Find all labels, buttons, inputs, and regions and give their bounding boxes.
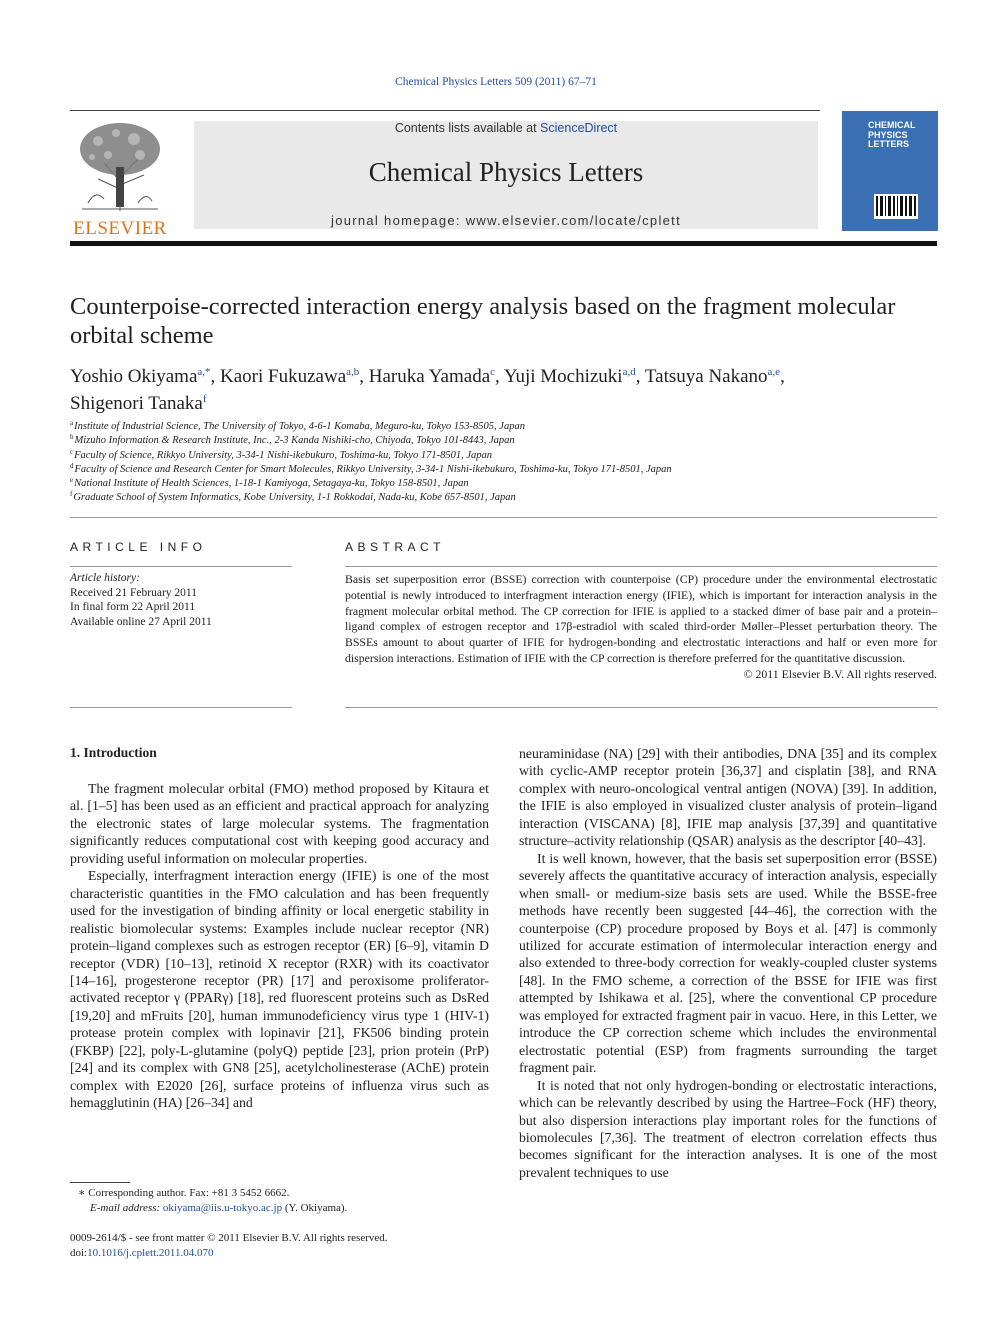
affiliation: $^b$Mizuho Information & Research Institute, Inc., 2-3 Kanda Nishiki-cho, Chiyoda, Tokyo 101-8443, Japan bbox=[70, 433, 515, 446]
received-date: Received 21 February 2011 bbox=[70, 586, 197, 599]
author[interactable]: Kaori Fukuzawa$^{a,b}$ bbox=[220, 366, 360, 387]
elsevier-logo[interactable] bbox=[68, 119, 172, 239]
affiliation: $^e$National Institute of Health Sciences, 1-18-1 Kamiyoga, Setagaya-ku, Tokyo 158-8501, Japan bbox=[70, 476, 469, 489]
journal-cover-image[interactable] bbox=[842, 111, 938, 231]
affiliation: $^c$Faculty of Science, Rikkyo University, 3-34-1 Nishi-ikebukuro, Toshima-ku, Tokyo 171-8501, Japan bbox=[70, 448, 492, 461]
author[interactable]: Shigenori Tanaka$^f$ bbox=[70, 393, 207, 414]
article-title: Counterpoise-corrected interaction energy analysis based on the fragment molecular orbital scheme bbox=[70, 293, 896, 349]
abstract-text: Basis set superposition error (BSSE) correction with counterpoise (CP) procedure under the environmental electrostatic potential is newly introduced to interfragment interaction energy (IFIE), which is important for interaction analysis in the fragment molecular orbital method. The CP correction for IFIE is applied to a stacked dimer of base pair and a protein–ligand complex of estrogen receptor and 17β-estradiol with scaled third-order Møller–Plesset perturbation theory. The BSSEs amount to about quarter of IFIE for hydrogen-bonding and electrostatic interactions and half or even more for dispersion interactions. Estimation of IFIE with the CP correction is therefore preferred for the quantitative discussion. bbox=[345, 572, 937, 665]
email-link[interactable]: okiyama@iis.u-tokyo.ac.jp bbox=[162, 1202, 283, 1214]
journal-title[interactable]: Chemical Physics Letters bbox=[368, 157, 644, 187]
elsevier-tree-icon bbox=[68, 119, 172, 215]
online-date: Available online 27 April 2011 bbox=[70, 615, 212, 628]
paragraph: Especially, interfragment interaction energy (IFIE) is one of the most characteristic quantities in the FMO calculation and has been frequently used for the investigation of binding affinity or local energetic stability in realistic biomolecular systems: Examples include nuclear receptor (NR) protein–ligand complexes such as estrogen receptor (ER) [6–9], vitamin D receptor (VDR) [10–13], retinoid X receptor (RXR) with its coactivator [14–16], progesterone receptor (PR) [17] and peroxisome proliferator-activated receptor γ (PPARγ) [18], red fluorescent proteins such as DsRed [19,20] and mFruits [20], human immunodeficiency virus type 1 (HIV-1) protease protein complex with lopinavir [21], FK506 binding protein (FKBP) [22], poly-L-glutamine (polyQ) peptide [23], prion protein (PrP) [24] and its complex with GN8 [25], acetylcholinesterase (AChE) protein complex with E2020 [26], surface proteins of influenza virus such as hemagglutinin (HA) [26–34] and bbox=[70, 868, 489, 1111]
email-note: E-mail address: okiyama@iis.u-tokyo.ac.jp (Y. Okiyama). bbox=[90, 1202, 348, 1214]
abstract bbox=[345, 572, 937, 683]
right-column bbox=[519, 745, 937, 1181]
cover-title: CHEMICAL PHYSICS LETTERS bbox=[868, 120, 916, 149]
history-label: Article history: bbox=[70, 572, 140, 584]
author[interactable]: Haruka Yamada$^c$ bbox=[368, 366, 496, 387]
article-info-rule bbox=[70, 566, 292, 567]
author[interactable]: Yoshio Okiyama$^{a,*}$ bbox=[70, 366, 211, 387]
author[interactable]: Yuji Mochizuki$^{a,d}$ bbox=[503, 366, 636, 387]
journal-masthead bbox=[194, 121, 818, 229]
doi-link[interactable]: 10.1016/j.cplett.2011.04.070 bbox=[87, 1247, 214, 1259]
barcode-icon bbox=[874, 194, 918, 219]
article-info-heading: ARTICLE INFO bbox=[70, 540, 207, 554]
cover-barcode bbox=[874, 194, 918, 219]
masthead-bottom-rule bbox=[70, 241, 937, 246]
paragraph: The fragment molecular orbital (FMO) method proposed by Kitaura et al. [1–5] has been used as an efficient and practical approach for analyzing the electronic states of large molecular systems. The fragmentation significantly reduces computational cost with keeping good accuracy and providing useful information on molecular properties. bbox=[70, 781, 489, 866]
abstract-copyright: © 2011 Elsevier B.V. All rights reserved. bbox=[743, 666, 937, 681]
section-heading: 1. Introduction bbox=[70, 745, 157, 760]
footnote-rule bbox=[70, 1182, 130, 1183]
revised-date: In final form 22 April 2011 bbox=[70, 601, 196, 613]
journal-citation[interactable]: Chemical Physics Letters 509 (2011) 67–71 bbox=[395, 76, 597, 88]
paragraph: It is noted that not only hydrogen-bonding or electrostatic interactions, which can be relevantly described by using the Hartree–Fock (HF) theory, but also dispersion interactions play important roles for the functions of biomolecules [7,36]. The treatment of electron correlation effects thus becomes significant for the interaction analyses. It is one of the most prevalent techniques to use bbox=[519, 1077, 937, 1180]
paragraph: It is well known, however, that the basis set superposition error (BSSE) severely affects the quantitative accuracy of interaction analysis, especially when small- or medium-size basis sets are used. While the BSSE-free methods have recently been suggested [44–46], the correction with the counterpoise (CP) procedure proposed by Boys et al. [47] is commonly utilized for accurate estimation of intermolecular interaction energy and also extended to three-body correction for weakly-coupled cluster systems [48]. In the FMO scheme, a correction of the BSSE for IFIE was first attempted by Ishikawa et al. [25], where the conventional CP procedure was employed for extracted fragment pair in vacuo. Here, in this Letter, we introduce the CP correction scheme which includes the environmental electrostatic potential (ESP) from fragments surrounding the target fragment pair. bbox=[519, 850, 937, 1076]
affiliation: $^d$Faculty of Science and Research Center for Smart Molecules, Rikkyo University, 3-34-1 Nishi-ikebukuro, Toshima-ku, Tokyo 171-8501, Japan bbox=[70, 462, 672, 475]
issn-block bbox=[70, 1231, 490, 1261]
issn-line: 0009-2614/$ - see front matter © 2011 Elsevier B.V. All rights reserved. bbox=[70, 1232, 388, 1244]
footnote bbox=[78, 1186, 488, 1216]
header-rule bbox=[70, 110, 820, 111]
abstract-bottom-rule bbox=[345, 707, 937, 708]
affiliation: $^f$Graduate School of System Informatics, Kobe University, 1-1 Rokkodai, Nada-ku, Kobe 657-8501, Japan bbox=[70, 490, 516, 503]
author-list: Yoshio Okiyama$^{a,*}$, Kaori Fukuzawa$^{a,b}$, Haruka Yamada$^c$, Yuji Mochizuki$^{a,d}$, Tatsuya Nakano$^{a,e}$, Shigenori Tanaka$^f$ bbox=[70, 366, 785, 414]
affiliation: $^a$Institute of Industrial Science, The University of Tokyo, 4-6-1 Komaba, Meguro-ku, Tokyo 153-8505, Japan bbox=[70, 419, 525, 432]
affiliations-rule bbox=[70, 517, 937, 518]
elsevier-wordmark: ELSEVIER bbox=[73, 218, 167, 239]
paragraph: neuraminidase (NA) [29] with their antibodies, DNA [35] and its complex with cyclic-AMP receptor protein [36,37] and cisplatin [38], and RNA complex with neuro-oncological ventral antigen (NOVA) [39]. In addition, the IFIE is also employed in visualized cluster analysis of protein–ligand interaction (VISCANA) [8], IFIE map analysis [37,39] and quantitative structure–activity relationship (QSAR) analysis as the descriptor [40–43]. bbox=[519, 746, 937, 849]
sciencedirect-link[interactable]: ScienceDirect bbox=[540, 121, 618, 135]
contents-prefix: Contents lists available at bbox=[394, 121, 541, 135]
doi-line: doi:10.1016/j.cplett.2011.04.070 bbox=[70, 1247, 214, 1259]
journal-homepage[interactable]: journal homepage: www.elsevier.com/locate/cplett bbox=[331, 213, 681, 228]
abstract-heading: ABSTRACT bbox=[345, 540, 446, 554]
corresponding-author-note: ∗ Corresponding author. Fax: +81 3 5452 6662. bbox=[78, 1187, 290, 1199]
article-history bbox=[70, 571, 292, 629]
article-info-bottom-rule bbox=[70, 707, 292, 708]
abstract-rule bbox=[345, 566, 937, 567]
contents-line bbox=[194, 121, 818, 135]
left-column bbox=[70, 780, 489, 1112]
author[interactable]: Tatsuya Nakano$^{a,e}$ bbox=[644, 366, 781, 387]
